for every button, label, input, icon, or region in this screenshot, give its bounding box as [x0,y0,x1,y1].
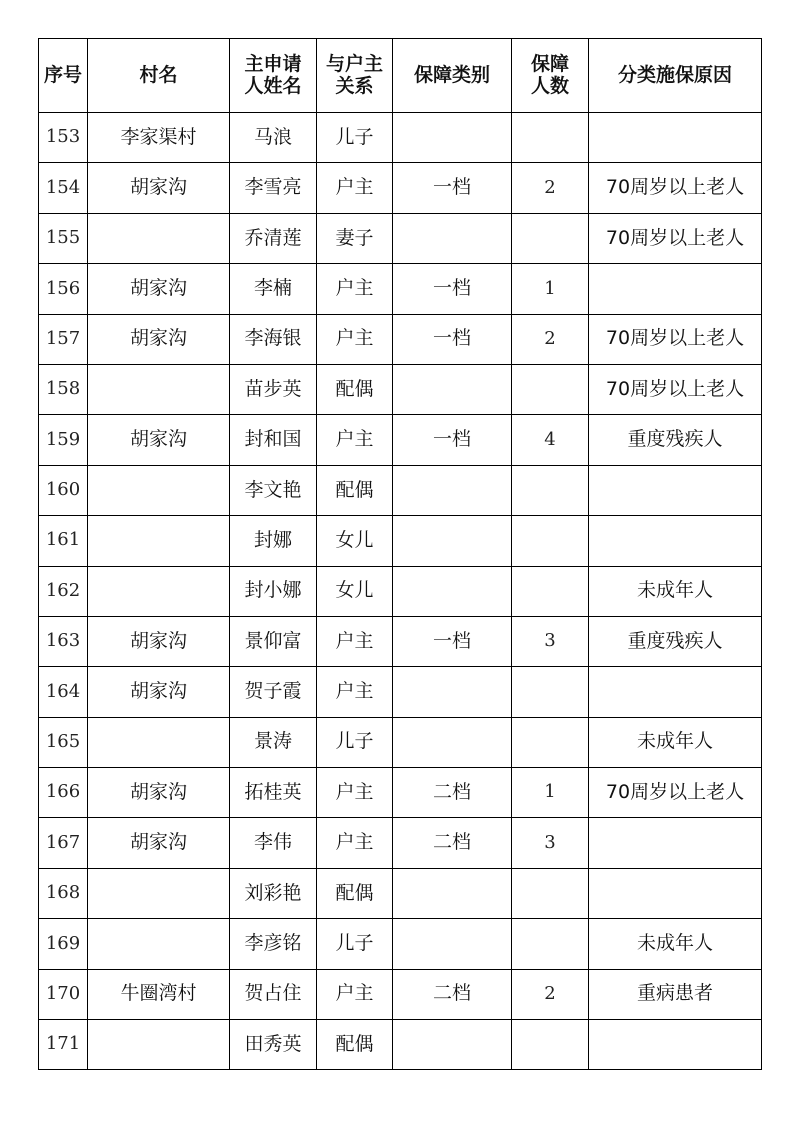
count-cell [512,516,589,566]
table-row [39,768,762,818]
category-cell [393,213,512,263]
relation-cell: 配偶 [317,465,393,515]
category-cell [393,516,512,566]
seq-cell: 157 [39,314,88,364]
category-cell [393,465,512,515]
count-cell: 2 [512,314,589,364]
category-cell: 一档 [393,415,512,465]
village-cell [88,516,230,566]
header-village: 村名 [88,39,230,113]
seq-cell: 165 [39,717,88,767]
table-row [39,364,762,414]
applicant-name-cell: 封娜 [230,516,317,566]
reason-cell: 未成年人 [589,919,762,969]
seq-cell: 164 [39,667,88,717]
applicant-name-cell: 李雪亮 [230,163,317,213]
count-cell: 3 [512,616,589,666]
village-cell: 胡家沟 [88,616,230,666]
category-cell [393,1020,512,1070]
count-cell: 1 [512,768,589,818]
village-cell: 胡家沟 [88,314,230,364]
reason-cell [589,516,762,566]
village-cell: 李家渠村 [88,113,230,163]
relation-cell: 配偶 [317,868,393,918]
reason-cell: 70周岁以上老人 [589,314,762,364]
relation-cell: 女儿 [317,516,393,566]
header-reason: 分类施保原因 [589,39,762,113]
table-row [39,264,762,314]
count-cell [512,364,589,414]
header-applicant [230,39,317,113]
reason-cell: 重度残疾人 [589,415,762,465]
table-row [39,818,762,868]
table-row [39,415,762,465]
seq-cell: 168 [39,868,88,918]
category-cell [393,667,512,717]
village-cell: 胡家沟 [88,163,230,213]
header-seq: 序号 [39,39,88,113]
seq-cell: 160 [39,465,88,515]
applicant-name-cell: 封小娜 [230,566,317,616]
header-category: 保障类别 [393,39,512,113]
header-row [39,39,762,113]
applicant-name-cell: 贺占住 [230,969,317,1019]
relation-cell: 户主 [317,314,393,364]
category-cell: 二档 [393,768,512,818]
relation-cell: 儿子 [317,113,393,163]
village-cell [88,213,230,263]
reason-cell: 重度残疾人 [589,616,762,666]
relation-cell: 户主 [317,163,393,213]
count-cell [512,566,589,616]
category-cell: 二档 [393,818,512,868]
applicant-name-cell: 刘彩艳 [230,868,317,918]
relation-cell: 户主 [317,969,393,1019]
category-cell [393,919,512,969]
seq-cell: 154 [39,163,88,213]
relation-cell: 户主 [317,818,393,868]
reason-cell: 重病患者 [589,969,762,1019]
table-row [39,1020,762,1070]
table-row [39,667,762,717]
table-row [39,113,762,163]
reason-cell [589,868,762,918]
category-cell: 一档 [393,314,512,364]
seq-cell: 155 [39,213,88,263]
count-cell [512,919,589,969]
village-cell [88,1020,230,1070]
seq-cell: 170 [39,969,88,1019]
relation-cell: 女儿 [317,566,393,616]
count-cell [512,667,589,717]
count-cell: 1 [512,264,589,314]
table-row [39,465,762,515]
category-cell: 二档 [393,969,512,1019]
reason-cell: 70周岁以上老人 [589,163,762,213]
category-cell [393,566,512,616]
count-cell: 4 [512,415,589,465]
table-row [39,969,762,1019]
reason-cell: 未成年人 [589,566,762,616]
category-cell [393,717,512,767]
reason-cell: 未成年人 [589,717,762,767]
relation-cell: 户主 [317,667,393,717]
seq-cell: 161 [39,516,88,566]
applicant-name-cell: 封和国 [230,415,317,465]
category-cell [393,868,512,918]
category-cell: 一档 [393,163,512,213]
applicant-name-cell: 李海银 [230,314,317,364]
reason-cell [589,465,762,515]
village-cell: 胡家沟 [88,818,230,868]
reason-cell: 70周岁以上老人 [589,768,762,818]
count-cell [512,868,589,918]
reason-cell: 70周岁以上老人 [589,213,762,263]
applicant-name-cell: 李文艳 [230,465,317,515]
count-cell: 3 [512,818,589,868]
village-cell [88,364,230,414]
table-row [39,566,762,616]
relation-cell: 户主 [317,264,393,314]
category-cell: 一档 [393,264,512,314]
village-cell [88,868,230,918]
applicant-name-cell: 拓桂英 [230,768,317,818]
village-cell: 胡家沟 [88,768,230,818]
count-cell [512,213,589,263]
applicant-name-cell: 李伟 [230,818,317,868]
reason-cell [589,667,762,717]
table-row [39,516,762,566]
applicant-name-cell: 景涛 [230,717,317,767]
village-cell: 胡家沟 [88,415,230,465]
reason-cell: 70周岁以上老人 [589,364,762,414]
village-cell [88,717,230,767]
reason-cell [589,1020,762,1070]
header-count [512,39,589,113]
village-cell [88,566,230,616]
seq-cell: 163 [39,616,88,666]
seq-cell: 167 [39,818,88,868]
applicant-name-cell: 苗步英 [230,364,317,414]
relation-cell: 儿子 [317,717,393,767]
seq-cell: 171 [39,1020,88,1070]
table-body [39,113,762,1070]
applicant-name-cell: 景仰富 [230,616,317,666]
count-cell [512,1020,589,1070]
reason-cell [589,264,762,314]
table-row [39,213,762,263]
assistance-roster-table [38,38,762,1070]
applicant-name-cell: 田秀英 [230,1020,317,1070]
seq-cell: 166 [39,768,88,818]
applicant-name-cell: 乔清莲 [230,213,317,263]
table-row [39,868,762,918]
relation-cell: 儿子 [317,919,393,969]
table-row [39,919,762,969]
village-cell: 牛圈湾村 [88,969,230,1019]
seq-cell: 159 [39,415,88,465]
applicant-name-cell: 马浪 [230,113,317,163]
category-cell: 一档 [393,616,512,666]
applicant-name-cell: 贺子霞 [230,667,317,717]
village-cell [88,465,230,515]
count-cell [512,717,589,767]
applicant-name-cell: 李彦铭 [230,919,317,969]
village-cell: 胡家沟 [88,667,230,717]
relation-cell: 妻子 [317,213,393,263]
table-row [39,163,762,213]
count-cell [512,465,589,515]
applicant-name-cell: 李楠 [230,264,317,314]
category-cell [393,364,512,414]
relation-cell: 户主 [317,415,393,465]
seq-cell: 153 [39,113,88,163]
count-cell [512,113,589,163]
header-count-text: 保障人数 [530,52,569,97]
relation-cell: 户主 [317,768,393,818]
count-cell: 2 [512,969,589,1019]
table-row [39,616,762,666]
seq-cell: 162 [39,566,88,616]
seq-cell: 156 [39,264,88,314]
table-row [39,314,762,364]
header-relation [317,39,393,113]
table-row [39,717,762,767]
relation-cell: 配偶 [317,1020,393,1070]
seq-cell: 158 [39,364,88,414]
relation-cell: 配偶 [317,364,393,414]
seq-cell: 169 [39,919,88,969]
category-cell [393,113,512,163]
relation-cell: 户主 [317,616,393,666]
village-cell: 胡家沟 [88,264,230,314]
village-cell [88,919,230,969]
header-applicant-text: 主申请人姓名 [244,52,302,97]
count-cell: 2 [512,163,589,213]
reason-cell [589,818,762,868]
reason-cell [589,113,762,163]
header-relation-text: 与户主关系 [325,52,383,97]
